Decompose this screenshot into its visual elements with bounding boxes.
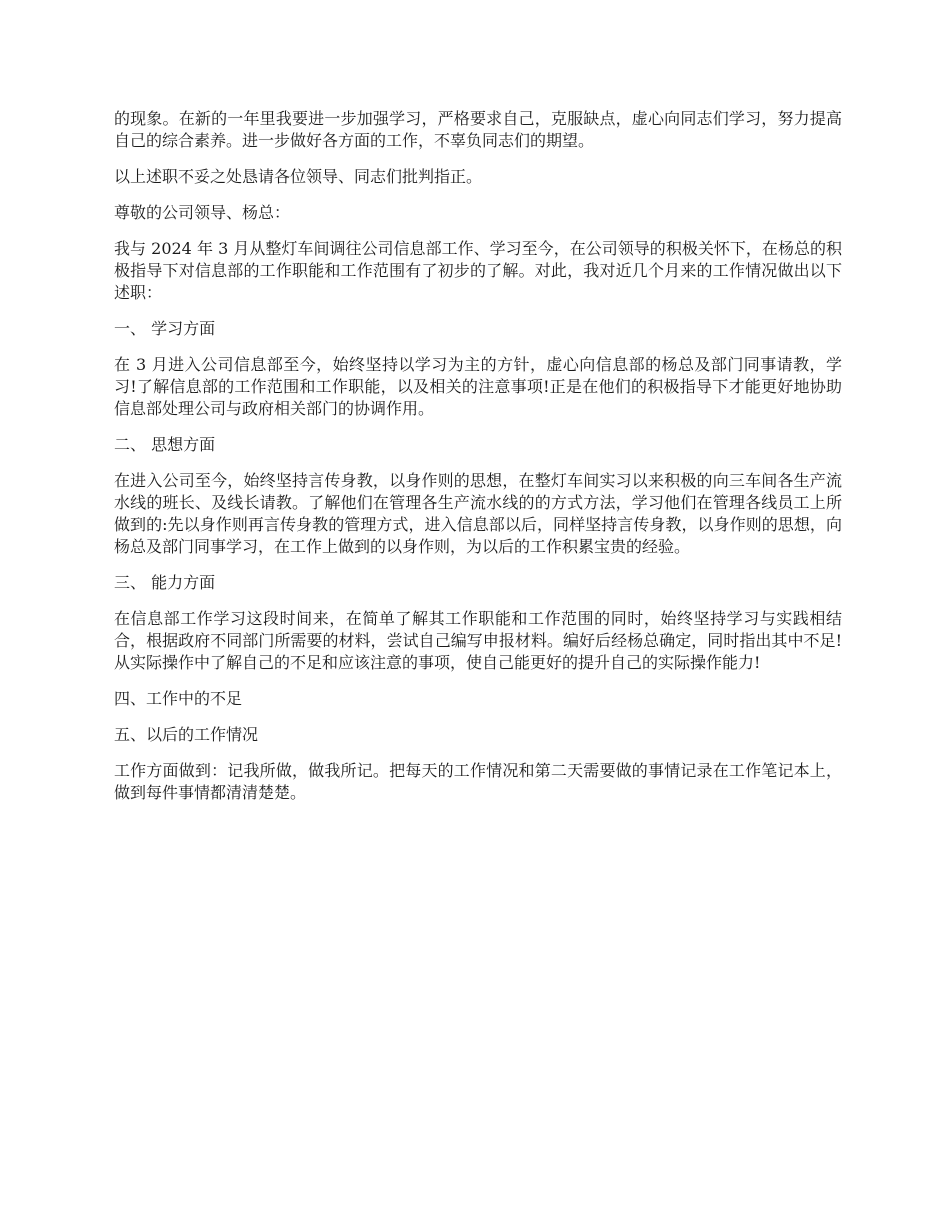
paragraph-request-correction: 以上述职不妥之处恳请各位领导、同志们批判指正。: [114, 167, 483, 186]
heading-future-work: 五、以后的工作情况: [114, 725, 259, 744]
paragraph-closing-remark: 的现象。在新的一年里我要进一步加强学习，严格要求自己，克服缺点，虚心向同志们学习，努力提高自己的综合素养。进一步做好各方面的工作，不辜负同志们的期望。: [114, 109, 842, 150]
paragraph-salutation: 尊敬的公司领导、杨总：: [114, 203, 291, 222]
paragraph-introduction: 我与 2024 年 3 月从整灯车间调往公司信息部工作、学习至今，在公司领导的积极关怀下，在杨总的积极指导下对信息部的工作职能和工作范围有了初步的了解。对此，我对近几个月来的工作情况做出以下述职：: [114, 239, 842, 302]
paragraph-thought: 在进入公司至今，始终坚持言传身教，以身作则的思想，在整灯车间实习以来积极的向三车间各生产流水线的班长、及线长请教。了解他们在管理各生产流水线的的方式方法，学习他们在管理各线员工上所做到的:先以身作则再言传身教的管理方式，进入信息部以后，同样坚持言传身教，以身作则的思想，向杨总及部门同事学习，在工作上做到的以身作则，为以后的工作积累宝贵的经验。: [114, 471, 842, 556]
document-page: [114, 108, 842, 818]
heading-thought: 二、 思想方面: [114, 435, 216, 454]
paragraph-study: 在 3 月进入公司信息部至今，始终坚持以学习为主的方针，虚心向信息部的杨总及部门同事请教，学习!了解信息部的工作范围和工作职能，以及相关的注意事项!正是在他们的积极指导下才能更好地协助信息部处理公司与政府相关部门的协调作用。: [114, 355, 842, 418]
heading-ability: 三、 能力方面: [114, 573, 216, 592]
heading-study: 一、 学习方面: [114, 319, 216, 338]
paragraph-future-work: 工作方面做到：记我所做，做我所记。把每天的工作情况和第二天需要做的事情记录在工作笔记本上，做到每件事情都清清楚楚。: [114, 761, 842, 802]
paragraph-ability: 在信息部工作学习这段时间来，在简单了解其工作职能和工作范围的同时，始终坚持学习与实践相结合，根据政府不同部门所需要的材料，尝试自己编写申报材料。编好后经杨总确定，同时指出其中不足!从实际操作中了解自己的不足和应该注意的事项，使自己能更好的提升自己的实际操作能力!: [114, 609, 842, 672]
heading-shortcomings: 四、工作中的不足: [114, 689, 243, 708]
